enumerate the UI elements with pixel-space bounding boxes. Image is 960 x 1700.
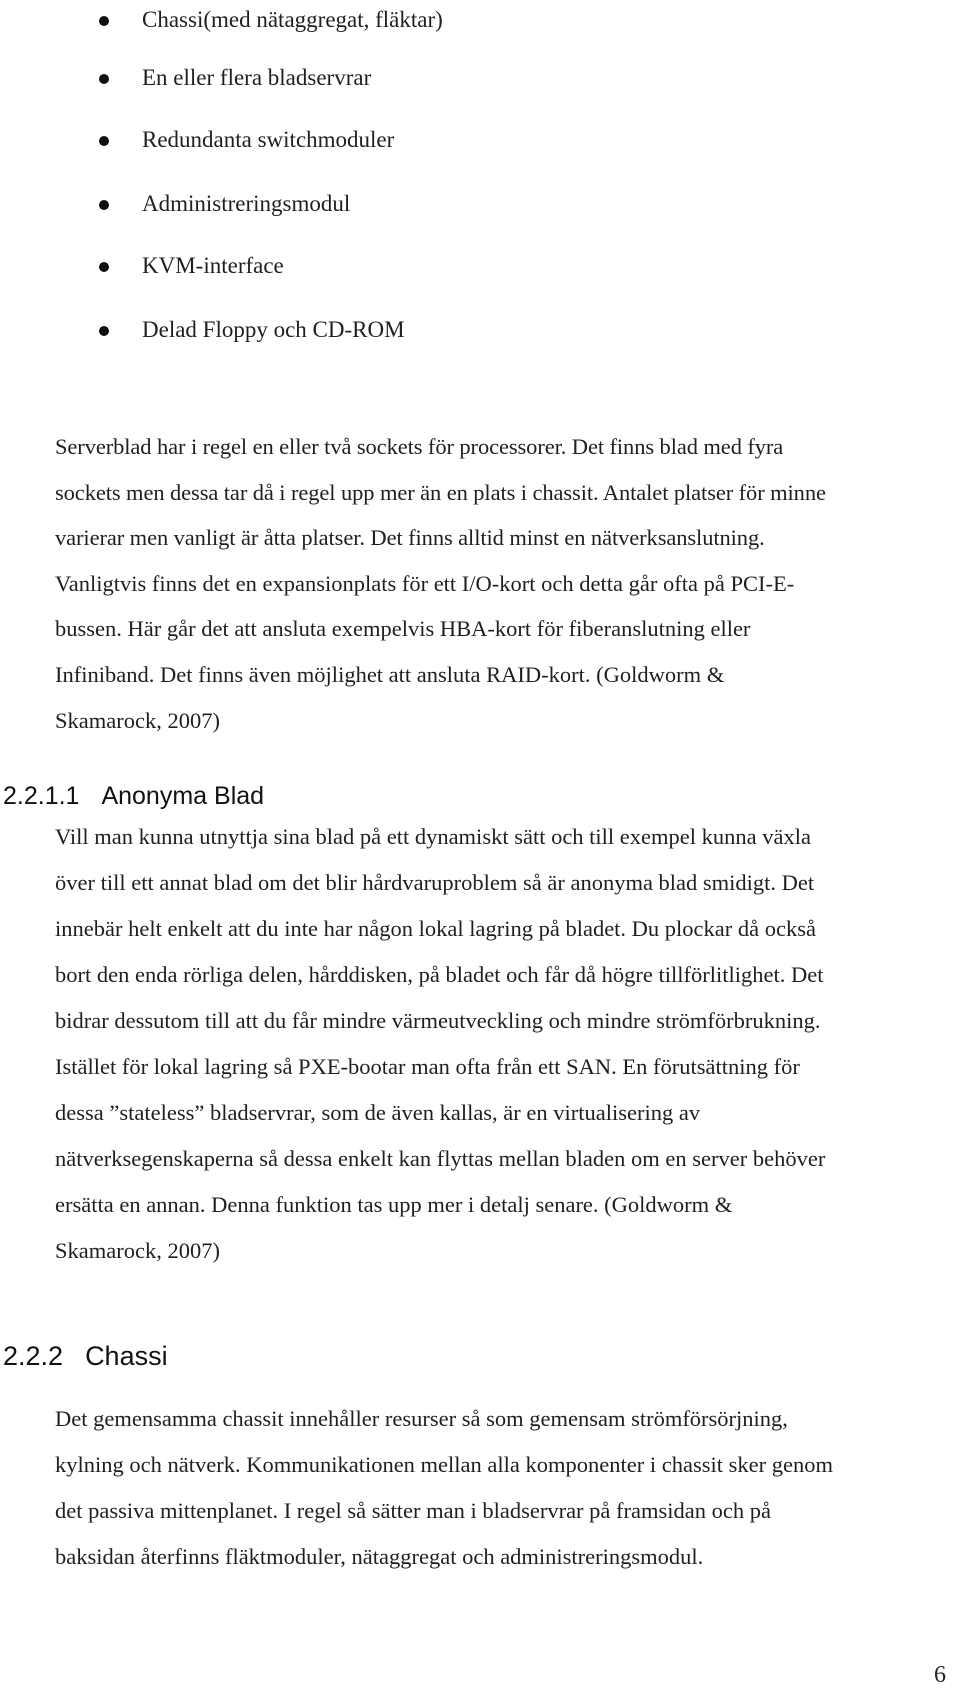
bullet-icon	[99, 16, 109, 26]
paragraph-line: över till ett annat blad om det blir hårdvaruproblem så är anonyma blad smidigt. Det	[55, 870, 815, 895]
list-item	[0, 310, 900, 350]
paragraph-line: ersätta en annan. Denna funktion tas upp mer i detalj senare. (Goldworm &	[55, 1192, 733, 1217]
section-heading-anonyma-blad	[3, 776, 264, 816]
paragraph-line: bort den enda rörliga delen, hårddisken, på bladet och får då högre tillförlitlighet. Det	[55, 962, 824, 987]
paragraph-line: varierar men vanligt är åtta platser. Det finns alltid minst en nätverksanslutning.	[55, 525, 765, 551]
page-number: 6	[934, 1662, 946, 1688]
list-item-text: En eller flera bladservrar	[142, 65, 372, 90]
bullet-icon	[99, 326, 109, 336]
list-item	[0, 0, 900, 40]
list-item	[0, 184, 900, 224]
bullet-icon	[99, 136, 109, 146]
list-item	[0, 120, 900, 160]
paragraph-line: Vanligtvis finns det en expansionplats för ett I/O-kort och detta går ofta på PCI-E-	[55, 570, 795, 596]
intro-paragraph	[55, 424, 940, 743]
paragraph-line: nätverksegenskaperna så dessa enkelt kan flyttas mellan bladen om en server behöver	[55, 1146, 826, 1171]
bullet-icon	[99, 200, 109, 210]
paragraph-line: Skamarock, 2007)	[55, 707, 220, 733]
section-title: Chassi	[85, 1341, 168, 1371]
list-item-text: Redundanta switchmoduler	[142, 127, 395, 152]
paragraph-line: Vill man kunna utnyttja sina blad på ett dynamiskt sätt och till exempel kunna växla	[55, 824, 811, 849]
anonyma-blad-paragraph	[55, 814, 940, 1274]
list-item-text: Delad Floppy och CD-ROM	[142, 317, 405, 342]
list-item-text: Chassi(med nätaggregat, fläktar)	[142, 7, 443, 32]
section-number: 2.2.2	[3, 1341, 64, 1371]
paragraph-line: Infiniband. Det finns även möjlighet att ansluta RAID-kort. (Goldworm &	[55, 661, 725, 687]
paragraph-line: Istället för lokal lagring så PXE-bootar man ofta från ett SAN. En förutsättning för	[55, 1054, 800, 1079]
list-item	[0, 246, 900, 286]
section-number: 2.2.1.1	[3, 782, 80, 810]
section-title: Anonyma Blad	[101, 782, 265, 810]
paragraph-line: kylning och nätverk. Kommunikationen mellan alla komponenter i chassit sker genom	[55, 1452, 833, 1477]
chassi-paragraph	[55, 1396, 940, 1580]
paragraph-line: innebär helt enkelt att du inte har någon lokal lagring på bladet. Du plockar då också	[55, 916, 816, 941]
paragraph-line: Det gemensamma chassit innehåller resurser så som gemensam strömförsörjning,	[55, 1406, 788, 1431]
paragraph-line: bidrar dessutom till att du får mindre värmeutveckling och mindre strömförbrukning.	[55, 1008, 821, 1033]
paragraph-line: dessa ”stateless” bladservrar, som de även kallas, är en virtualisering av	[55, 1100, 701, 1125]
paragraph-line: det passiva mittenplanet. I regel så sätter man i bladservrar på framsidan och på	[55, 1498, 771, 1523]
paragraph-line: Skamarock, 2007)	[55, 1238, 220, 1263]
section-heading-chassi	[3, 1336, 168, 1376]
paragraph-line: baksidan återfinns fläktmoduler, nätaggregat och administreringsmodul.	[55, 1544, 704, 1569]
paragraph-line: Serverblad har i regel en eller två sockets för processorer. Det finns blad med fyra	[55, 434, 784, 459]
paragraph-line: bussen. Här går det att ansluta exempelvis HBA-kort för fiberanslutning eller	[55, 616, 751, 642]
bullet-icon	[99, 262, 109, 272]
list-item	[0, 58, 900, 98]
list-item-text: KVM-interface	[142, 253, 284, 278]
bullet-icon	[99, 74, 109, 84]
paragraph-line: sockets men dessa tar då i regel upp mer än en plats i chassit. Antalet platser för minne	[55, 479, 826, 505]
list-item-text: Administreringsmodul	[142, 191, 351, 216]
